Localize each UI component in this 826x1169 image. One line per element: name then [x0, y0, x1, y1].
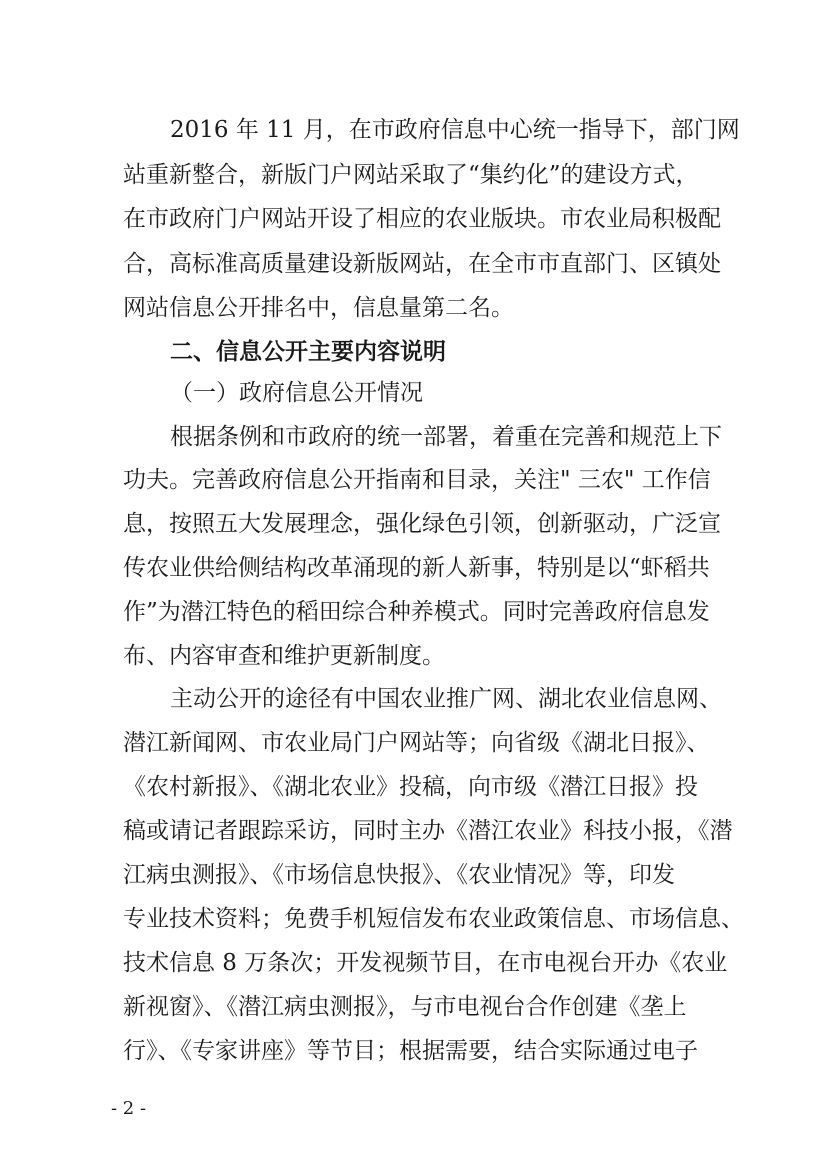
text-line: 稿或请记者跟踪采访，同时主办《潜江农业》科技小报，《潜: [123, 818, 733, 844]
page-number: - 2 -: [111, 1098, 147, 1119]
text-line: 潜江新闻网、市农业局门户网站等；向省级《湖北日报》、: [123, 730, 710, 756]
text-line: 新视窗》、《潜江病虫测报》，与市电视台合作创建《垄上: [123, 994, 687, 1020]
text-line: 专业技术资料；免费手机短信发布农业政策信息、市场信息、: [123, 906, 744, 932]
text-line: 传农业供给侧结构改革涌现的新人新事，特别是以“虾稻共: [123, 555, 710, 581]
text-line: 江病虫测报》、《市场信息快报》、《农业情况》等，印发: [123, 862, 675, 888]
text-line: 功夫。完善政府信息公开指南和目录，关注" 三农" 工作信: [123, 467, 711, 493]
subsection-heading: （一）政府信息公开情况: [170, 380, 423, 406]
text-line: 根据条例和市政府的统一部署，着重在完善和规范上下: [170, 424, 722, 450]
text-line: 站重新整合，新版门户网站采取了“集约化”的建设方式，: [123, 162, 699, 188]
text-line: 息，按照五大发展理念，强化绿色引领，创新驱动，广泛宣: [123, 511, 721, 537]
text-line: 主动公开的途径有中国农业推广网、湖北农业信息网、: [170, 686, 722, 712]
text-line: 技术信息 8 万条次；开发视频节目，在市电视台开办《农业: [123, 950, 728, 976]
text-line: 在市政府门户网站开设了相应的农业版块。市农业局积极配: [123, 206, 721, 232]
text-line: 布、内容审查和维护更新制度。: [123, 643, 445, 669]
section-heading: 二、信息公开主要内容说明: [170, 339, 446, 365]
text-line: 网站信息公开排名中，信息量第二名。: [123, 295, 514, 321]
text-line: 行》、《专家讲座》等节目；根据需要，结合实际通过电子: [123, 1038, 698, 1064]
text-line: 合，高标准高质量建设新版网站，在全市市直部门、区镇处: [123, 251, 721, 277]
text-line: 2016 年 11 月，在市政府信息中心统一指导下，部门网: [170, 117, 740, 143]
text-line: 作”为潜江特色的稻田综合种养模式。同时完善政府信息发: [123, 599, 710, 625]
text-line: 《农村新报》、《湖北农业》投稿，向市级《潜江日报》投: [123, 774, 698, 800]
